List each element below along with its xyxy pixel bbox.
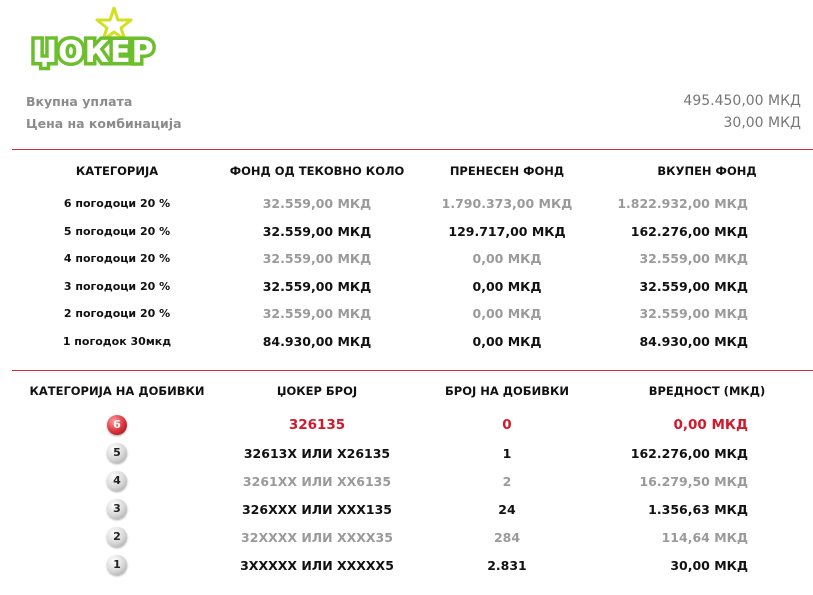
summary-combination-price — [26, 112, 801, 134]
win-value-cell: 30,00 МКД — [670, 557, 748, 573]
dzoker-logo — [28, 6, 155, 70]
win-value-cell: 16.279,50 МКД — [639, 473, 748, 489]
win-count-cell: 2 — [502, 473, 512, 489]
category-cell: 4 погодоци 20 % — [63, 252, 171, 266]
win-count-cell: 1 — [502, 445, 512, 461]
win-value-cell: 162.276,00 МКД — [630, 445, 748, 461]
current-fund-cell: 32.559,00 МКД — [262, 196, 372, 212]
total-fund-cell: 32.559,00 МКД — [639, 251, 748, 267]
header-carried-fund: ПРЕНЕСЕН ФОНД — [449, 164, 565, 178]
ball-cell — [12, 467, 222, 495]
ball-cell — [12, 523, 222, 551]
divider-top — [12, 149, 813, 150]
category-cell: 6 погодоци 20 % — [63, 197, 171, 211]
total-fund-cell: 1.822.932,00 МКД — [617, 196, 748, 212]
category-cell: 1 погодок 30мкд — [62, 334, 172, 348]
header-win-category: КАТЕГОРИЈА НА ДОБИВКИ — [29, 384, 205, 398]
ball-cell — [12, 495, 222, 523]
table-row — [12, 439, 812, 467]
total-fund-cell: 32.559,00 МКД — [639, 278, 748, 294]
carried-fund-cell: 0,00 МКД — [472, 333, 542, 349]
category-cell: 2 погодоци 20 % — [63, 307, 171, 321]
dzoker-number-cell: 326135 — [288, 417, 346, 433]
total-fund-cell: 84.930,00 МКД — [639, 333, 748, 349]
category-cell: 3 погодоци 20 % — [63, 279, 171, 293]
total-fund-cell: 162.276,00 МКД — [630, 223, 748, 239]
win-value-cell: 1.356,63 МКД — [648, 501, 748, 517]
table-row — [12, 328, 812, 356]
table-row — [12, 190, 812, 218]
ball-icon: 5 — [107, 443, 127, 463]
carried-fund-cell: 0,00 МКД — [472, 306, 542, 322]
summary-value: 495.450,00 МКД — [683, 93, 801, 109]
table-row — [12, 467, 812, 495]
category-cell: 5 погодоци 20 % — [63, 224, 171, 238]
win-count-cell: 24 — [498, 501, 516, 517]
winnings-table — [12, 371, 812, 579]
funds-table — [12, 152, 812, 355]
header-current-fund: ФОНД ОД ТЕКОВНО КОЛО — [229, 164, 405, 178]
ball-icon: 6 — [107, 415, 127, 435]
table-row — [12, 273, 812, 301]
header-win-count: БРОЈ НА ДОБИВКИ — [445, 384, 569, 398]
table-row — [12, 411, 812, 439]
table-row — [12, 495, 812, 523]
current-fund-cell: 32.559,00 МКД — [262, 278, 372, 294]
header-category: КАТЕГОРИЈА — [75, 164, 159, 178]
table-row — [12, 300, 812, 328]
header-total-fund: ВКУПЕН ФОНД — [657, 164, 757, 178]
dzoker-number-cell: 3261XX ИЛИ XX6135 — [242, 473, 392, 489]
ball-icon: 4 — [107, 471, 127, 491]
ball-icon: 2 — [107, 527, 127, 547]
current-fund-cell: 32.559,00 МКД — [262, 251, 372, 267]
summary-total-payment — [26, 90, 801, 112]
funds-header-row — [12, 152, 812, 190]
ball-icon: 3 — [107, 499, 127, 519]
ball-cell — [12, 551, 222, 579]
total-fund-cell: 32.559,00 МКД — [639, 306, 748, 322]
win-value-cell: 114,64 МКД — [661, 529, 748, 545]
table-row — [12, 523, 812, 551]
win-count-cell: 2.831 — [487, 557, 527, 573]
carried-fund-cell: 0,00 МКД — [472, 251, 542, 267]
header-dzoker-number: ЏОКЕР БРОЈ — [276, 384, 358, 398]
win-value-cell: 0,00 МКД — [673, 417, 748, 433]
winnings-header-row — [12, 371, 812, 411]
win-count-cell: 284 — [493, 529, 521, 545]
carried-fund-cell: 129.717,00 МКД — [448, 223, 566, 239]
carried-fund-cell: 1.790.373,00 МКД — [441, 196, 573, 212]
win-count-cell: 0 — [502, 417, 512, 433]
table-row — [12, 245, 812, 273]
draw-summary — [26, 90, 801, 134]
dzoker-number-cell: 326XXX ИЛИ XXX135 — [241, 501, 393, 517]
current-fund-cell: 32.559,00 МКД — [262, 223, 372, 239]
ball-cell — [12, 411, 222, 439]
current-fund-cell: 32.559,00 МКД — [262, 306, 372, 322]
header-win-value: ВРЕДНОСТ (МКД) — [648, 384, 766, 398]
summary-value: 30,00 МКД — [723, 115, 801, 131]
logo-graphic — [28, 6, 155, 70]
current-fund-cell: 84.930,00 МКД — [262, 333, 372, 349]
dzoker-number-cell: 32613X ИЛИ X26135 — [243, 445, 391, 461]
dzoker-number-cell: 32XXXX ИЛИ XXXX35 — [241, 529, 393, 545]
carried-fund-cell: 0,00 МКД — [472, 278, 542, 294]
dzoker-number-cell: 3XXXXX ИЛИ XXXXX5 — [240, 557, 394, 573]
ball-icon: 1 — [107, 555, 127, 575]
logo-text: ЏОКЕР — [32, 35, 155, 70]
summary-label: Вкупна уплата — [26, 93, 133, 109]
table-row — [12, 218, 812, 246]
summary-label: Цена на комбинација — [26, 115, 182, 131]
ball-cell — [12, 439, 222, 467]
table-row — [12, 551, 812, 579]
